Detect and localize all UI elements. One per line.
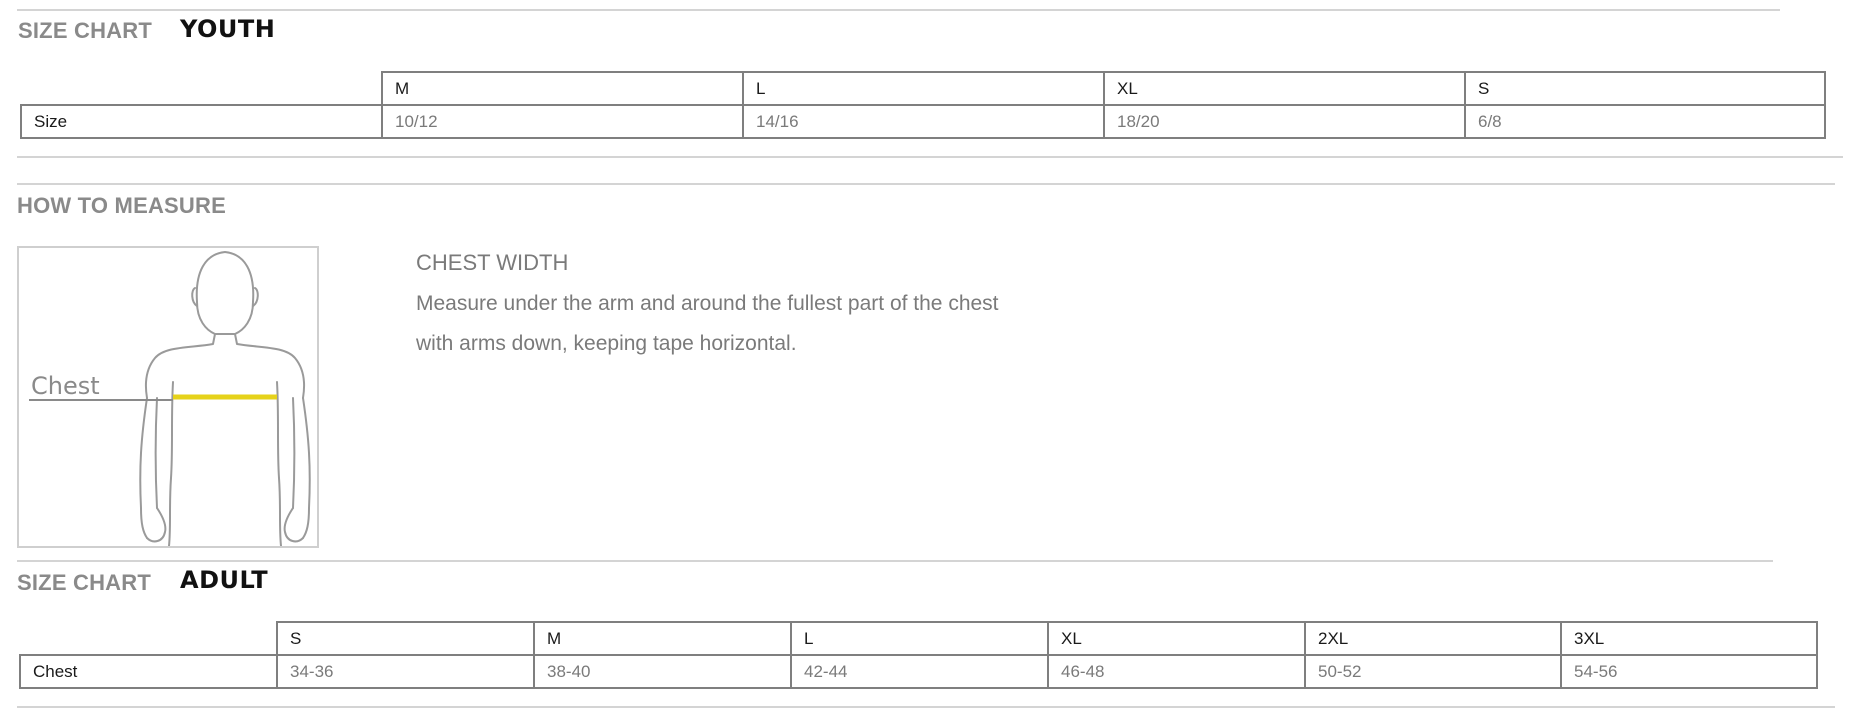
adult-section-subheading: ADULT: [180, 566, 269, 594]
chest-figure-label: Chest: [31, 372, 100, 400]
adult-section-heading: SIZE CHART: [17, 570, 151, 595]
table-cell: 10/12: [382, 105, 743, 138]
youth-section-heading: SIZE CHART: [18, 18, 152, 43]
table-header-row: [21, 72, 1825, 105]
table-corner-cell: [21, 72, 382, 105]
adult-size-table: [19, 621, 1818, 689]
table-row: [20, 655, 1817, 688]
table-header-cell: L: [743, 72, 1104, 105]
table-cell: 14/16: [743, 105, 1104, 138]
table-header-cell: L: [791, 622, 1048, 655]
table-header-row: [20, 622, 1817, 655]
youth-section-subheading: YOUTH: [180, 15, 276, 43]
table-header-cell: 3XL: [1561, 622, 1817, 655]
table-cell: 34-36: [277, 655, 534, 688]
table-cell: 50-52: [1305, 655, 1561, 688]
table-header-cell: S: [277, 622, 534, 655]
measure-instruction: Measure under the arm and around the fullest part of the chest: [416, 292, 999, 315]
table-row: [21, 105, 1825, 138]
measure-title: CHEST WIDTH: [416, 250, 569, 275]
adult-top-divider: [17, 560, 1773, 562]
measure-figure: [17, 246, 319, 548]
table-row-label: Size: [21, 105, 382, 138]
youth-size-table: [20, 71, 1826, 139]
measure-instruction: with arms down, keeping tape horizontal.: [416, 332, 797, 355]
table-cell: 42-44: [791, 655, 1048, 688]
table-cell: 54-56: [1561, 655, 1817, 688]
measure-top-divider: [17, 183, 1835, 185]
how-to-measure-heading: HOW TO MEASURE: [17, 193, 226, 218]
table-header-cell: 2XL: [1305, 622, 1561, 655]
table-cell: 38-40: [534, 655, 791, 688]
table-corner-cell: [20, 622, 277, 655]
youth-bottom-divider: [17, 156, 1843, 158]
table-header-cell: S: [1465, 72, 1825, 105]
table-header-cell: XL: [1048, 622, 1305, 655]
bottom-divider: [17, 706, 1835, 708]
table-cell: 6/8: [1465, 105, 1825, 138]
body-outline-illustration: [19, 248, 317, 546]
top-divider: [17, 9, 1780, 11]
table-row-label: Chest: [20, 655, 277, 688]
table-header-cell: XL: [1104, 72, 1465, 105]
table-header-cell: M: [534, 622, 791, 655]
table-cell: 18/20: [1104, 105, 1465, 138]
table-header-cell: M: [382, 72, 743, 105]
table-cell: 46-48: [1048, 655, 1305, 688]
